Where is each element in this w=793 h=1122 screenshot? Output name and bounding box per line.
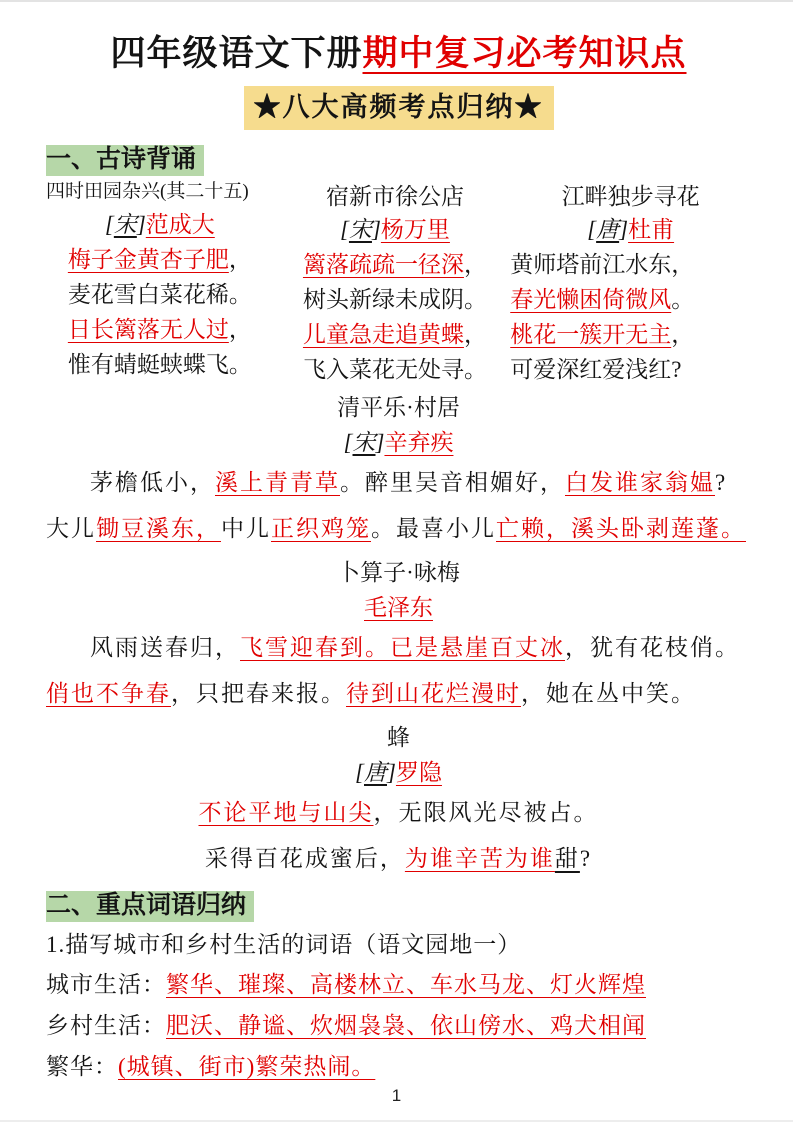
poem-line: [286, 352, 505, 387]
text-segment: 唐: [364, 760, 387, 785]
text-segment: 宋: [113, 212, 137, 237]
poem-line: [46, 625, 751, 671]
text-segment: ?: [579, 846, 593, 871]
text-segment: 溪头卧剥莲蓬: [571, 516, 721, 541]
text-segment: ]: [619, 217, 629, 242]
text-segment: 宋: [352, 430, 376, 455]
text-segment: [: [340, 217, 349, 242]
text-segment: 辛弃疾: [384, 430, 454, 455]
poem-author: [46, 208, 274, 242]
text-segment: 树头新绿未成阴。: [302, 287, 487, 312]
subtitle-banner: ★八大高频考点归纳★: [244, 86, 554, 130]
text-segment: 宋: [348, 217, 372, 242]
text-segment: 范成大: [145, 212, 215, 237]
text-segment: ，: [228, 247, 252, 272]
text-segment: ，只把春来报。: [171, 681, 346, 706]
text-segment: ]: [136, 212, 146, 237]
text-segment: 。: [671, 287, 695, 312]
text-segment: ，: [463, 322, 487, 347]
poem-line: [46, 460, 751, 506]
text-segment: 篱落疏疏一径深: [302, 252, 464, 277]
text-segment: ，: [671, 322, 695, 347]
text-segment: 乡村生活：: [46, 1013, 166, 1038]
text-segment: [: [355, 760, 364, 785]
text-segment: ]: [375, 430, 385, 455]
poem-line: [510, 282, 751, 317]
poem-busuanzi: [46, 555, 751, 717]
text-segment: ，她在丛中笑。: [521, 681, 696, 706]
poem-line: [46, 671, 751, 717]
section-heading-words-label: 二、重点词语归纳: [46, 891, 254, 922]
text-segment: (城镇、街市)繁荣热闹。: [118, 1054, 376, 1079]
text-segment: 已是悬崖百丈冰: [390, 635, 565, 660]
country-life-line: [46, 1005, 751, 1046]
text-segment: 甜: [554, 846, 580, 871]
poem-column-jiangpan: [504, 180, 751, 387]
poem-line: [286, 317, 505, 352]
text-segment: 城市生活：: [46, 972, 166, 997]
text-segment: [: [587, 217, 597, 242]
poem-title: 卜算子·咏梅: [337, 560, 460, 585]
text-segment: 大儿: [46, 516, 96, 541]
text-segment: ，: [546, 516, 571, 541]
text-segment: 茅檐低小，: [90, 470, 215, 495]
poem-line: [46, 242, 274, 277]
text-segment: 采得百花成蜜后，: [204, 846, 405, 871]
poem-title: 宿新市徐公店: [325, 184, 464, 209]
poem-feng: [46, 720, 751, 882]
poem-author: [286, 213, 505, 247]
text-segment: 杨万里: [380, 217, 450, 242]
text-segment: 肥沃、静谧、炊烟袅袅、依山傍水、鸡犬相闻: [166, 1013, 646, 1038]
text-segment: 不论平地与山尖: [198, 800, 374, 825]
text-segment: 毛泽东: [364, 595, 433, 620]
text-segment: 春光懒困倚微风: [510, 287, 672, 312]
text-segment: 。最喜小儿: [371, 516, 496, 541]
poem-author: [46, 590, 751, 625]
poem-qingpingle: [46, 390, 751, 552]
text-segment: [: [104, 212, 114, 237]
poem-column-suxinshi: [286, 180, 505, 387]
text-segment: 。醉里吴音相媚好，: [340, 470, 565, 495]
poem-author: [46, 755, 751, 790]
text-segment: 黄师塔前江水东，: [510, 252, 695, 277]
poem-line: [46, 277, 274, 312]
text-segment: 日长篱落无人过: [67, 317, 229, 342]
text-segment: 。: [721, 516, 746, 541]
section-heading-poems-label: 一、古诗背诵: [46, 145, 204, 176]
text-segment: [: [343, 430, 353, 455]
poem-line: [510, 247, 751, 282]
section-heading-words: [46, 890, 751, 922]
text-segment: ，: [228, 317, 252, 342]
text-segment: 待到山花烂漫时: [346, 681, 521, 706]
poem-line: [286, 247, 505, 282]
text-segment: ]: [387, 760, 396, 785]
poem-title: 江畔独步寻花: [561, 184, 700, 209]
page-title: [46, 32, 751, 76]
poem-columns: [46, 180, 751, 387]
text-segment: 白发谁家翁媪: [565, 470, 715, 495]
text-segment: ]: [371, 217, 381, 242]
text-segment: 。: [365, 635, 390, 660]
text-segment: 风雨送春归，: [90, 635, 240, 660]
title-black-part: 四年级语文下册: [110, 34, 363, 73]
text-segment: 正织鸡笼: [271, 516, 371, 541]
text-segment: 可爱深红爱浅红?: [510, 357, 682, 382]
text-segment: 惟有蜻蜓蛱蝶飞。: [67, 352, 252, 377]
section-heading-poems: [46, 144, 751, 176]
text-segment: 亡赖: [496, 516, 546, 541]
text-segment: ，: [463, 252, 487, 277]
poem-title: 清平乐·村居: [337, 395, 460, 420]
text-segment: 杜甫: [628, 217, 675, 242]
text-segment: 锄豆溪东: [96, 516, 196, 541]
text-segment: 梅子金黄杏子肥: [67, 247, 229, 272]
text-segment: 为谁辛苦为谁: [404, 846, 555, 871]
page-number: 1: [391, 1086, 402, 1105]
poem-line: [510, 317, 751, 352]
text-segment: 中儿: [221, 516, 271, 541]
words-intro: 1.描写城市和乡村生活的词语（语文园地一）: [46, 932, 522, 957]
poem-title: 四时田园杂兴(其二十五): [46, 181, 249, 202]
poem-line: [46, 347, 274, 382]
text-segment: 麦花雪白菜花稀。: [67, 282, 252, 307]
text-segment: 溪上青青草: [215, 470, 340, 495]
poem-line: [46, 506, 751, 552]
text-segment: ，无限风光尽被占。: [373, 800, 599, 825]
text-segment: 俏也不争春: [46, 681, 171, 706]
poem-author: [510, 213, 751, 247]
text-segment: 罗隐: [395, 760, 442, 785]
text-segment: ?: [715, 470, 728, 495]
text-segment: ，犹有花枝俏。: [565, 635, 740, 660]
fanhua-definition-line: [46, 1046, 751, 1087]
poem-author: [46, 425, 751, 460]
text-segment: 桃花一簇开无主: [510, 322, 672, 347]
poem-line: [286, 282, 505, 317]
title-red-part: 期中复习必考知识点: [362, 34, 687, 73]
poem-title: 蜂: [387, 725, 410, 750]
text-segment: 飞雪迎春到: [240, 635, 365, 660]
text-segment: 唐: [596, 217, 620, 242]
poem-column-sishitianyuan: [46, 180, 286, 382]
text-segment: 飞入菜花无处寻。: [302, 357, 487, 382]
text-segment: 儿童急走追黄蝶: [302, 322, 464, 347]
text-segment: 繁华：: [46, 1054, 118, 1079]
text-segment: ，: [196, 516, 221, 541]
poem-line: [510, 352, 751, 387]
poem-line: [46, 836, 751, 882]
city-life-line: [46, 964, 751, 1005]
poem-line: [46, 790, 751, 836]
subtitle-row: [46, 86, 751, 130]
poem-line: [46, 312, 274, 347]
text-segment: 繁华、璀璨、高楼林立、车水马龙、灯火辉煌: [166, 972, 646, 997]
